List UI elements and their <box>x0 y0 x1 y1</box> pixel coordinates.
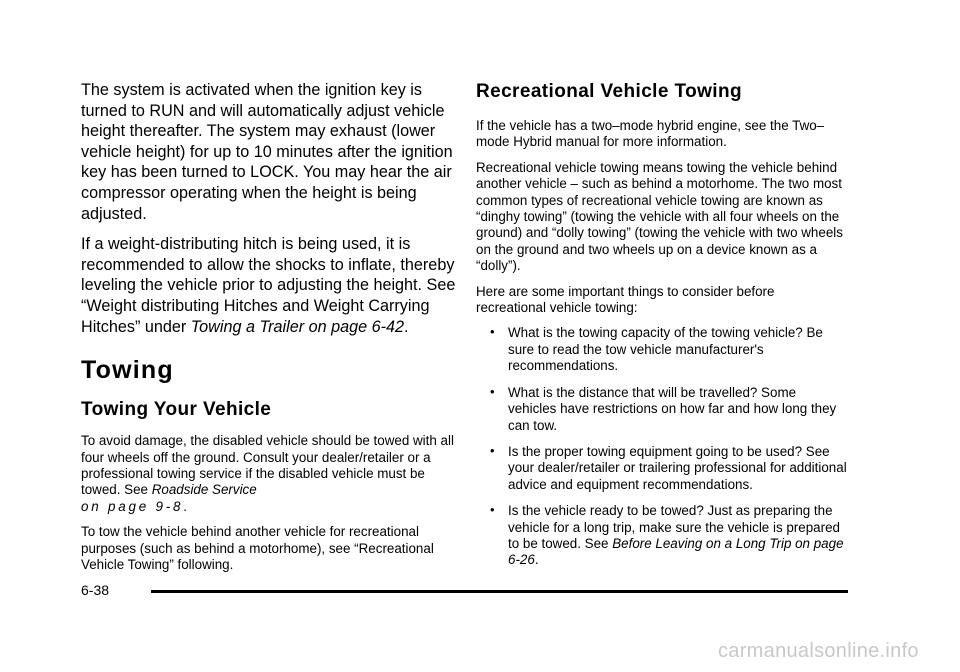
towing-your-vehicle-heading: Towing Your Vehicle <box>81 399 272 421</box>
disabled-vehicle-end: . <box>183 498 188 514</box>
ride-height-paragraph: The system is activated when the ignition key is turned to RUN and will automatically adjust vehicle height thereafter. The system may exhaust (lower vehicle height) for up to 10 minutes after the ignition key has been turned to LOCK. You may hear the air compressor operating when the height is being adjusted. <box>81 81 453 223</box>
bullet-icon: • <box>490 442 495 458</box>
hitch-paragraph-end: . <box>404 317 409 336</box>
recreational-tow-reference-paragraph: To tow the vehicle behind another vehicle for recreational purposes (such as behind a motorhome), see “Recreational Vehicle Towing” following. <box>81 524 434 572</box>
list-item-text: Is the proper towing equipment going to be used? See your dealer/retailer or trailering professional for additional advice and equipment recommendations. <box>508 443 847 492</box>
roadside-service-page-link[interactable]: on page 9‑8 <box>81 498 184 514</box>
right-column <box>476 80 848 579</box>
list-item-text: What is the towing capacity of the towing vehicle? Be sure to read the tow vehicle manufacturer's recommendations. <box>508 325 823 374</box>
list-item <box>476 444 848 493</box>
hitch-paragraph <box>81 234 461 337</box>
towing-trailer-link[interactable]: Towing a Trailer on page 6‑42 <box>190 317 405 336</box>
page-number: 6-38 <box>81 582 110 598</box>
watermark: carmanualsonline.info <box>718 640 919 662</box>
considerations-intro-paragraph: Here are some important things to consider before recreational vehicle towing: <box>476 283 775 316</box>
list-item-text: Is the vehicle ready to be towed? Just as preparing the vehicle for a long trip, make sure the vehicle is prepared to be towed. See <box>508 503 840 551</box>
bullet-icon: • <box>490 324 495 340</box>
rv-towing-definition-paragraph: Recreational vehicle towing means towing the vehicle behind another vehicle – such as behind a motorhome. The two most common types of recreational vehicle towing are known as “dinghy towing” (towing the vehicle with all four wheels on the ground) and “dolly towing” (towing the vehicle with two wheels on the ground and two wheels up on a device known as a “dolly”). <box>476 159 843 274</box>
list-item <box>476 325 848 374</box>
left-column <box>81 80 461 582</box>
list-item <box>476 385 848 434</box>
list-item-end: . <box>534 552 539 568</box>
footer-rule <box>151 590 848 593</box>
bullet-icon: • <box>490 383 495 399</box>
list-item-text: What is the distance that will be travelled? Some vehicles have restrictions on how far and how long they can tow. <box>508 384 837 433</box>
recreational-vehicle-towing-heading: Recreational Vehicle Towing <box>476 81 742 102</box>
towing-heading: Towing <box>81 356 174 385</box>
list-item <box>476 503 848 569</box>
hitch-paragraph-text: If a weight-distributing hitch is being used, it is recommended to allow the shocks to inflate, thereby leveling the vehicle prior to adjusting the height. See “Weight distributing Hitches and Weight Carrying Hitches” under <box>81 235 456 336</box>
long-trip-link[interactable]: Before Leaving on a Long Trip on page 6‑26 <box>508 535 844 568</box>
bullet-icon: • <box>490 502 495 518</box>
disabled-vehicle-text: To avoid damage, the disabled vehicle should be towed with all four wheels off the ground. Consult your dealer/retailer or a professional towing service if the disabled vehicle must be towed. See <box>81 433 454 498</box>
disabled-vehicle-paragraph <box>81 433 461 515</box>
roadside-service-link[interactable]: Roadside Service <box>151 482 257 498</box>
hybrid-note-paragraph: If the vehicle has a two–mode hybrid engine, see the Two–mode Hybrid manual for more information. <box>476 118 825 150</box>
considerations-list <box>476 325 848 568</box>
